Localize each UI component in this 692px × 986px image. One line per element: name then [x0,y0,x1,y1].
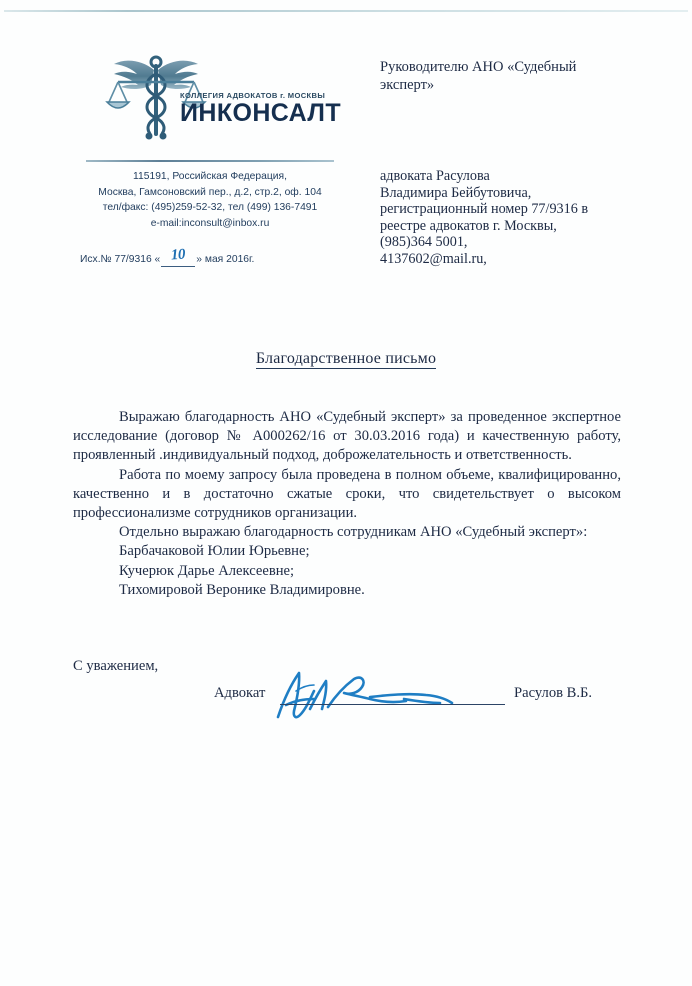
sender-line-4: реестре адвокатов г. Москвы, [380,217,557,234]
contact-line-address1: 115191, Российская Федерация, [133,171,287,182]
document-title-text: Благодарственное письмо [255,350,437,367]
letterhead-divider [86,160,334,162]
body-paragraph-2: Работа по моему запросу была проведена в полном объеме, квалифицированно, качественно и в достаточно сжатые сроки, что свидетельствует о высоком профессионализме сотрудников организации. [73,466,621,522]
document-title [0,350,692,368]
contact-line-address2: Москва, Гамсоновский пер., д.2, стр.2, оф. 104 [98,186,322,198]
thanked-staff-list [73,542,621,600]
list-item: Кучерюк Дарье Алексеевне; [119,562,295,579]
logo-wordmark [180,91,360,126]
addressee-line-1: Руководителю АНО «Судебный [380,59,577,75]
addressee-block [380,58,630,94]
contact-line-phone: тел/факс: (495)259-52-32, тел (499) 136-7491 [102,202,318,213]
signature-printed-name: Расулов В.Б. [514,685,593,701]
addressee-line-2: эксперт» [380,77,435,93]
logo-name: ИНКОНСАЛТ [180,99,341,127]
sender-line-2: Владимира Бейбутовича, [380,184,532,201]
sender-line-3: регистрационный номер 77/9316 в [380,201,589,217]
contact-line-email: e-mail:inconsult@inbox.ru [150,217,270,229]
closing-salutation: С уважением, [73,658,159,674]
letterhead [78,52,348,268]
list-item: Барбачаковой Юлии Юрьевне; [119,543,310,560]
body-paragraph-3: Отдельно выражаю благодарность сотрудникам АНО «Судебный эксперт»: [119,524,588,541]
scan-edge-artifact [4,10,688,12]
outgoing-suffix: » мая 2016г. [196,254,255,265]
letter-body [73,408,621,601]
outgoing-number [80,246,348,268]
outgoing-prefix: Исх.№ 77/9316 « [80,254,161,265]
list-item: Тихомировой Веронике Владимировне. [119,582,365,599]
sender-block [380,168,635,267]
handwritten-signature [266,665,506,721]
signature-block [214,683,604,709]
sender-line-1: адвоката Расулова [380,168,490,184]
body-paragraph-1: Выражаю благодарность АНО «Судебный эксперт» за проведенное экспертное исследование (договор № А000262/16 от 30.03.2016 года) и качественную работу, проявленный .индивидуальный подход, доброжелательность и ответственность. [73,409,621,464]
outgoing-day-blank [161,246,195,267]
contact-block [78,169,342,231]
sender-line-6: 4137602@mail.ru, [380,250,487,267]
signature-rule [280,704,505,705]
signature-role-label: Адвокат [214,685,266,701]
logo-subtitle: КОЛЛЕГИЯ АДВОКАТОВ г. МОСКВЫ [180,91,326,100]
handwritten-day: 10 [170,246,186,264]
sender-line-5: (985)364 5001, [380,234,468,250]
company-logo [78,52,348,144]
